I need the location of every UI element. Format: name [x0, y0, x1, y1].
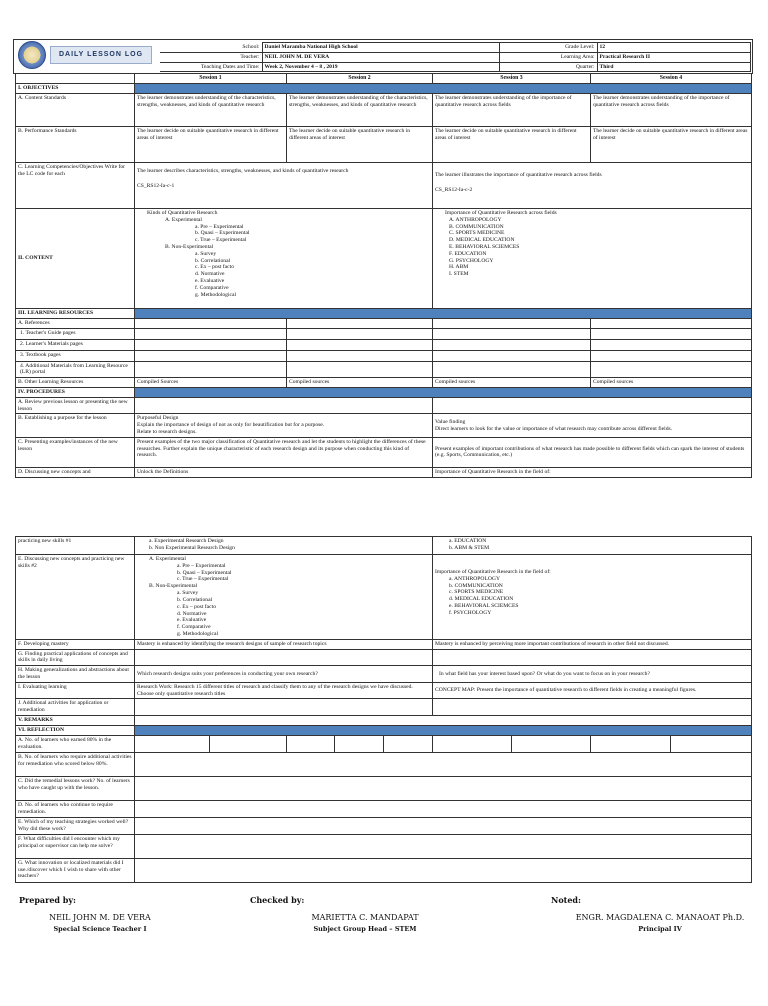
discussing1-s34: Importance of Quantitative Research in the field of:: [433, 467, 752, 477]
discussing2-s34: [433, 555, 752, 640]
content-right-title: Importance of Quantitative Research across fields: [445, 209, 557, 216]
list-item: a. Pre – Experimental: [195, 223, 244, 230]
session-2-header: Session 2: [287, 74, 433, 84]
competencies-s34-code: CS_RS12-Ia-c-2: [435, 186, 473, 193]
references-label: A. References: [16, 318, 135, 328]
content-right-list: [445, 217, 749, 278]
checked-name: MARIETTA C. MANDAPAT: [311, 913, 419, 922]
list-item: b. Correlational: [195, 257, 231, 264]
noted-title: Principal IV: [638, 925, 682, 933]
discussing1-label: D. Discussing new concepts and: [16, 467, 135, 477]
session-3-header: Session 3: [433, 74, 591, 84]
additional-label: J. Additional activities for application or remediation: [16, 699, 135, 716]
list-item: c. True – Experimental: [195, 237, 247, 244]
content-standards-s3: The learner demonstrates understanding of the importance of quantitative research across fields: [433, 93, 591, 126]
textbook-label: 3. Textbook pages: [16, 350, 135, 361]
list-item: f. PSYCHOLOGY: [449, 609, 492, 616]
list-item: a. Survey: [177, 590, 199, 597]
objectives-heading: I. OBJECTIVES: [16, 84, 135, 94]
resources-heading: III. LEARNING RESOURCES: [16, 308, 135, 318]
prepared-label: Prepared by:: [19, 895, 76, 905]
list-item: I. STEM: [449, 271, 469, 278]
discussing2-b: B. Non-Experimental: [149, 583, 198, 590]
list-item: c. Ex – post facto: [195, 264, 234, 271]
lesson-log-table-page2: [15, 536, 752, 883]
list-item: b. COMMUNICATION: [449, 582, 503, 589]
prepared-title: Special Science Teacher I: [53, 925, 147, 933]
list-item: F. EDUCATION: [449, 250, 487, 257]
performance-standards-s1: The learner decide on suitable quantitative research in different areas of interest: [135, 126, 287, 162]
list-item: E. BEHAVIORAL SCIEMCES: [449, 243, 520, 250]
purpose-s12-line2: Explain the importance of design of not as only for beautification but for a purpose.: [137, 422, 325, 429]
teacher-label: Teacher:: [160, 52, 262, 62]
list-item: c. SPORTS MEDICINE: [449, 589, 504, 596]
content-standards-s4: The learner demonstrates understanding of the importance of quantitative research across fields: [591, 93, 752, 126]
list-item: e. Evaluative: [195, 278, 225, 284]
generalizations-s12: Which research designs suits your preferences in conducting your own research?: [135, 666, 433, 683]
mastery-s34: Mastery is enhanced by perceiving more important contributions of research in other field not discussed.: [433, 639, 752, 649]
list-item: a. Survey: [195, 250, 217, 257]
reflection-d-label: D. No. of learners who continue to require remediation.: [16, 800, 135, 817]
teachers-guide-label: 1. Teacher's Guide pages: [16, 328, 135, 339]
teacher-value: NEIL JOHN M. DE VERA: [262, 52, 499, 62]
list-item: A. ANTHROPOLOGY: [449, 216, 502, 223]
list-item: a. Pre – Experimental: [177, 562, 226, 569]
content-s12: [135, 208, 433, 308]
list-item: e. BEHAVIORAL SCIEMCES: [449, 603, 519, 610]
generalizations-label: H. Making generalizations and abstractions about the lesson: [16, 666, 135, 683]
competencies-s34-text: The learner illustrates the importance of quantitative research across fields: [435, 171, 602, 178]
list-item: b. Quasi – Experimental: [195, 230, 250, 237]
other-resources-s3: Compiled sources: [433, 378, 591, 388]
purpose-s12-line3: Relate to research designs.: [137, 429, 197, 435]
procedures-heading: IV. PROCEDURES: [16, 387, 135, 397]
competencies-s12-text: The learner describes characteristics, strengths, weaknesses, and kinds of quantitative research: [137, 167, 349, 174]
evaluating-label: I. Evaluating learning: [16, 682, 135, 699]
content-standards-s1: The learner demonstrates understanding of the characteristics, strengths, weaknesses, and kinds of quantitative research: [135, 93, 287, 126]
reflection-f-label: F. What difficulties did I encounter which my principal or supervisor can help me solve?: [16, 834, 135, 858]
list-item: b. Quasi – Experimental: [177, 569, 232, 576]
list-item: B. COMMUNICATION: [449, 223, 504, 230]
session-1-header: Session 1: [135, 74, 287, 84]
school-label: School:: [160, 43, 262, 53]
list-item: C. SPORTS MEDICINE: [449, 230, 505, 237]
list-item: d. Normative: [177, 610, 207, 617]
accent-bar: [135, 387, 752, 397]
examples-label: C. Presenting examples/instances of the new lesson: [16, 437, 135, 467]
reflection-g-label: G. What innovation or localized materials did I use./discover which I wish to share with other teachers?: [16, 858, 135, 882]
list-item: a. EDUCATION: [449, 538, 487, 544]
list-item: b. Correlational: [177, 596, 213, 603]
reflection-e-label: E. Which of my teaching strategies worked well? Why did these work?: [16, 817, 135, 834]
area-label: Learning Area:: [499, 52, 597, 62]
session-4-header: Session 4: [591, 74, 752, 84]
list-item: g. Methodological: [177, 630, 219, 637]
dates-label: Teaching Dates and Time:: [160, 62, 262, 72]
list-item: G. PSYCHOLOGY: [449, 257, 494, 264]
discussing2-label: E. Discussing new concepts and practicing new skills #2: [16, 555, 135, 640]
purpose-s12-line1: Purposeful Design: [137, 415, 179, 422]
accent-bar: [135, 725, 752, 735]
purpose-label: B. Establishing a purpose for the lesson: [16, 414, 135, 437]
performance-standards-s2: The learner decide on suitable quantitative research in different areas of interest: [287, 126, 433, 162]
reflection-a-label: A. No. of learners who earned 80% in the evaluation.: [16, 735, 135, 752]
prepared-name: NEIL JOHN M. DE VERA: [49, 913, 151, 922]
examples-s12: Present examples of the two major classification of Quantitative research and let the students to highlight the differences of these researches. Further explain the unique characteristic of each research design and its purpose when conducting this kind of research.: [135, 437, 433, 467]
list-item: a. ANTHROPOLOGY: [449, 575, 500, 582]
discussing2-s12: [135, 555, 433, 640]
list-item: d. Normative: [195, 271, 225, 278]
additional-materials-label: 4. Additional Materials from Learning Resource (LR) portal: [16, 361, 135, 378]
list-item: H. ABM: [449, 264, 469, 271]
competencies-s34: [433, 162, 752, 208]
reflection-c-label: C. Did the remedial lessons work? No. of learners who have caught up with the lesson.: [16, 776, 135, 800]
list-item: f. Comparative: [195, 284, 229, 291]
checked-title: Subject Group Head – STEM: [313, 925, 417, 933]
list-item: d. MEDICAL EDUCATION: [449, 596, 514, 603]
purpose-s34: [433, 414, 752, 437]
quarter-value: Third: [597, 62, 750, 72]
accent-bar: [135, 308, 752, 318]
session-header-row: [16, 74, 752, 84]
list-item: D. MEDICAL EDUCATION: [449, 237, 515, 244]
accent-bar: [135, 84, 752, 94]
list-item: c. Ex – post facto: [177, 603, 216, 610]
quarter-label: Quarter:: [499, 62, 597, 72]
list-item: b. ABM & STEM: [449, 544, 490, 551]
purpose-s12: [135, 414, 433, 437]
reflection-heading: VI. REFLECTION: [16, 725, 135, 735]
list-item: f. Comparative: [177, 624, 211, 631]
list-item: a. Experimental Research Design: [149, 538, 224, 544]
performance-standards-s3: The learner decide on suitable quantitative research in different areas of interest: [433, 126, 591, 162]
content-left-b: B. Non-Experimental: [165, 243, 214, 250]
discussing2-s34-title: Importance of Quantitative Research in the field of:: [435, 569, 551, 575]
area-value: Practical Research II: [597, 52, 750, 62]
discussing1-s12: Unlock the Definitions: [135, 467, 433, 477]
performance-standards-s4: The learner decide on suitable quantitative research in different areas of interest: [591, 126, 752, 162]
other-resources-label: B. Other Learning Resources: [16, 378, 135, 388]
reflection-b-label: B. No. of learners who require additional activities for remediation who scored below 80%.: [16, 752, 135, 776]
performance-standards-label: B. Performance Standards: [16, 126, 135, 162]
content-left-b-list: [147, 251, 430, 299]
noted-label: Noted:: [551, 895, 581, 905]
generalizations-s34: In what field has your interest based upon? Or what do you want to focus on in your research?: [433, 666, 752, 683]
content-label: II. CONTENT: [16, 208, 135, 308]
content-s34: [433, 208, 752, 308]
list-item: g. Methodological: [195, 291, 237, 298]
content-left-a: A. Experimental: [165, 216, 202, 223]
page-title: DAILY LESSON LOG: [50, 46, 152, 64]
list-item: e. Evaluative: [177, 617, 207, 624]
content-left-title: Kinds of Quantitative Research: [147, 209, 218, 216]
evaluating-s34: CONCEPT MAP: Present the importance of quantitative research to different fields in creating a meaningful figures.: [433, 682, 752, 699]
competencies-s12-code: CS_RS12-Ia-c-1: [137, 182, 175, 189]
evaluating-s12: Research Work: Research 15 different titles of research and classify them to any of the research designs we have discussed. Choose only quantitative research titles: [135, 682, 433, 699]
discussing2-a: A. Experimental: [149, 556, 186, 562]
content-standards-s2: The learner demonstrates understanding of the characteristics, strengths, weaknesses, and kinds of quantitative research: [287, 93, 433, 126]
review-label: A. Review previous lesson or presenting the new lesson: [16, 397, 135, 414]
list-item: b. Non Experimental Research Design: [149, 544, 235, 551]
lesson-log-table-page1: [15, 73, 752, 478]
other-resources-s2: Compiled sources: [287, 378, 433, 388]
grade-label: Grade Level:: [499, 43, 597, 53]
noted-name: ENGR. MAGDALENA C. MANAOAT Ph.D.: [575, 913, 745, 922]
school-value: Daniel Maramba National High School: [262, 43, 499, 53]
practicing1-label: practicing new skills #1: [16, 537, 135, 555]
purpose-s34-line1: Value finding: [435, 418, 466, 425]
purpose-s34-line2: Direct learners to look for the value or importance of what research may contribute across different fields.: [435, 425, 673, 432]
remarks-heading: V. REMARKS: [16, 716, 135, 726]
other-resources-s1: Compiled Sources: [135, 378, 287, 388]
list-item: c. True – Experimental: [177, 576, 229, 583]
practicing1-s34: [433, 537, 752, 555]
mastery-label: F. Developing mastery: [16, 639, 135, 649]
mastery-s12: Mastery is enhanced by identifying the research designs of sample of research topics: [135, 639, 433, 649]
content-standards-label: A. Content Standards: [16, 93, 135, 126]
competencies-label: C. Learning Competencies/Objectives Write for the LC code for each: [16, 162, 135, 208]
header-frame: [13, 39, 753, 74]
examples-s34: Present examples of important contributions of what research has made possible to different fields which can spark the interest of students (e.g. Sports, Communication, etc.): [433, 437, 752, 467]
applications-label: G. Finding practical applications of concepts and skills in daily living: [16, 649, 135, 666]
checked-label: Checked by:: [250, 895, 305, 905]
learners-materials-label: 2. Learner's Materials pages: [16, 339, 135, 350]
practicing1-s12: [135, 537, 433, 555]
competencies-s12: [135, 162, 433, 208]
dates-value: Week 2, November 4 – 8 , 2019: [262, 62, 499, 72]
other-resources-s4: Compiled sources: [591, 378, 752, 388]
content-left-a-list: [147, 224, 430, 244]
grade-value: 12: [597, 43, 750, 53]
